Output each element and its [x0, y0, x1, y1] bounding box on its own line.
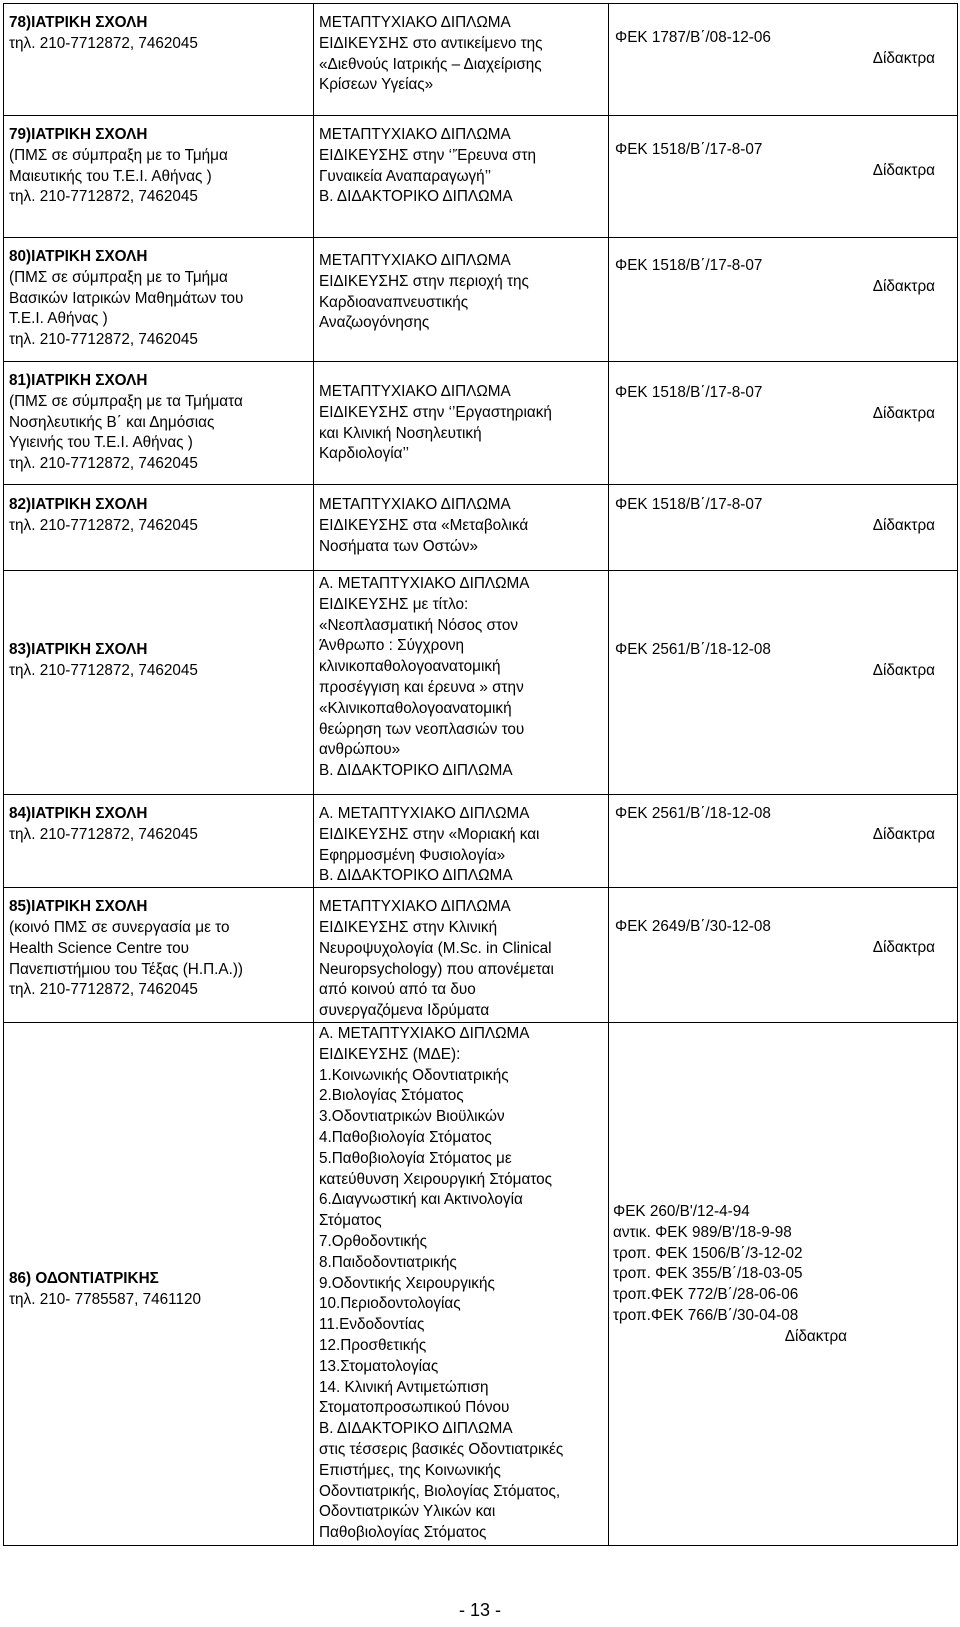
fek-cell: [609, 485, 958, 571]
fek-cell: [609, 795, 958, 888]
table-row: [4, 362, 958, 485]
program-line: 6.Διαγνωστική και Ακτινολογία: [319, 1191, 523, 1209]
page-number: - 13 -: [458, 1600, 501, 1620]
program-line: 8.Παιδοδοντιατρικής: [319, 1253, 457, 1271]
fek-cell: [609, 238, 958, 362]
fek-reference: ΦΕΚ 1518/Β΄/17-8-07: [615, 384, 763, 401]
program-line: ΜΕΤΑΠΤΥΧΙΑΚΟ ΔΙΠΛΩΜΑ: [319, 496, 511, 513]
program-line: Β. ΔΙΔΑΚΤΟΡΙΚΟ ΔΙΠΛΩΜΑ: [319, 188, 513, 206]
school-name: 85)ΙΑΤΡΙΚΗ ΣΧΟΛΗ: [9, 898, 148, 916]
school-name: 79)ΙΑΤΡΙΚΗ ΣΧΟΛΗ: [9, 126, 148, 143]
school-detail-line: Health Science Centre του: [9, 939, 189, 957]
program-line: ΕΙΔΙΚΕΥΣΗΣ στα «Μεταβολικά: [319, 516, 529, 534]
program-line: «Κλινικοπαθολογοανατομική: [319, 699, 512, 717]
fek-reference: τροπ.ΦΕΚ 772/Β΄/28-06-06: [613, 1286, 799, 1304]
school-cell: [4, 4, 314, 116]
program-line: 11.Ενδοδοντίας: [319, 1316, 425, 1334]
fek-reference: ΦΕΚ 2561/Β΄/18-12-08: [615, 805, 771, 822]
program-line: προσέγγιση και έρευνα » στην: [319, 678, 524, 696]
program-line: Α. ΜΕΤΑΠΤΥΧΙΑΚΟ ΔΙΠΛΩΜΑ: [319, 805, 530, 822]
school-name: 81)ΙΑΤΡΙΚΗ ΣΧΟΛΗ: [9, 372, 148, 389]
school-cell: [4, 571, 314, 795]
tuition-label: Δίδακτρα: [872, 516, 935, 534]
fek-reference: ΦΕΚ 1518/Β΄/17-8-07: [615, 257, 763, 274]
program-line: 3.Οδοντιατρικών Βιοϋλικών: [319, 1108, 505, 1126]
program-line: 4.Παθοβιολογία Στόματος: [319, 1128, 492, 1146]
school-detail-line: Νοσηλευτικής Β΄ και Δημόσιας: [9, 413, 215, 431]
table-row: [4, 116, 958, 238]
school-detail-line: τηλ. 210-7712872, 7462045: [9, 825, 198, 843]
school-detail-line: (ΠΜΣ σε σύμπραξη με το Τμήμα: [9, 268, 228, 286]
school-name: 82)ΙΑΤΡΙΚΗ ΣΧΟΛΗ: [9, 496, 148, 513]
school-name: 86) ΟΔΟΝΤΙΑΤΡΙΚΗΣ: [9, 1269, 159, 1287]
program-line: ΜΕΤΑΠΤΥΧΙΑΚΟ ΔΙΠΛΩΜΑ: [319, 14, 511, 31]
tuition-label: Δίδακτρα: [872, 825, 935, 843]
program-cell: [314, 238, 609, 362]
fek-reference: αντικ. ΦΕΚ 989/Β'/18-9-98: [613, 1223, 792, 1241]
program-line: Οδοντιατρικών Υλικών και: [319, 1503, 496, 1521]
fek-reference: ΦΕΚ 1518/Β΄/17-8-07: [615, 141, 763, 158]
program-line: Εφηρμοσμένη Φυσιολογία»: [319, 846, 506, 864]
school-detail-line: Υγιεινής του Τ.Ε.Ι. Αθήνας ): [9, 434, 193, 452]
program-line: Κρίσεων Υγείας»: [319, 76, 434, 94]
school-detail-line: Βασικών Ιατρικών Μαθημάτων του: [9, 289, 244, 307]
program-line: κατεύθυνση Χειρουργική Στόματος: [319, 1170, 553, 1188]
fek-cell: [609, 1022, 958, 1545]
school-detail-line: τηλ. 210-7712872, 7462045: [9, 188, 198, 206]
program-line: 9.Οδοντικής Χειρουργικής: [319, 1274, 495, 1292]
tuition-label: Δίδακτρα: [784, 1327, 847, 1345]
programs-table-body: [4, 4, 958, 1546]
table-row: [4, 238, 958, 362]
program-cell: [314, 116, 609, 238]
tuition-label: Δίδακτρα: [872, 277, 935, 295]
program-line: Neuropsychology) που απονέμεται: [319, 960, 554, 978]
table-row: [4, 485, 958, 571]
program-line: Β. ΔΙΔΑΚΤΟΡΙΚΟ ΔΙΠΛΩΜΑ: [319, 867, 513, 885]
program-cell: [314, 362, 609, 485]
school-detail-line: Μαιευτικής του Τ.Ε.Ι. Αθήνας ): [9, 167, 212, 185]
school-name: 83)ΙΑΤΡΙΚΗ ΣΧΟΛΗ: [9, 641, 148, 658]
school-name: 80)ΙΑΤΡΙΚΗ ΣΧΟΛΗ: [9, 248, 148, 265]
programs-table: [3, 3, 958, 1546]
school-name: 84)ΙΑΤΡΙΚΗ ΣΧΟΛΗ: [9, 805, 148, 822]
school-cell: [4, 362, 314, 485]
school-cell: [4, 888, 314, 1023]
program-line: ΕΙΔΙΚΕΥΣΗΣ στην «Μοριακή και: [319, 825, 540, 843]
program-line: ΕΙΔΙΚΕΥΣΗΣ στην ‘’Έρευνα στη: [319, 146, 537, 164]
fek-reference: τροπ. ΦΕΚ 355/Β΄/18-03-05: [613, 1265, 803, 1283]
program-line: Νοσήματα των Οστών»: [319, 537, 479, 555]
program-line: και Κλινική Νοσηλευτική: [319, 424, 482, 442]
program-line: στις τέσσερις βασικές Οδοντιατρικές: [319, 1440, 564, 1458]
program-cell: [314, 485, 609, 571]
school-detail-line: (κοινό ΠΜΣ σε συνεργασία με το: [9, 918, 230, 936]
table-row: [4, 571, 958, 795]
school-detail-line: Πανεπιστήμιου του Τέξας (Η.Π.Α.)): [9, 960, 244, 978]
program-cell: [314, 1022, 609, 1545]
program-line: Νευροψυχολογία (M.Sc. in Clinical: [319, 939, 552, 957]
program-line: 7.Ορθοδοντικής: [319, 1232, 428, 1250]
program-line: ΜΕΤΑΠΤΥΧΙΑΚΟ ΔΙΠΛΩΜΑ: [319, 252, 511, 269]
program-line: από κοινού από τα δυο: [319, 981, 476, 999]
program-line: ΕΙΔΙΚΕΥΣΗΣ στην περιοχή της: [319, 272, 529, 290]
tuition-label: Δίδακτρα: [872, 661, 935, 679]
program-line: 10.Περιοδοντολογίας: [319, 1295, 461, 1313]
tuition-label: Δίδακτρα: [872, 938, 935, 956]
school-detail-line: τηλ. 210-7712872, 7462045: [9, 981, 198, 999]
fek-reference: ΦΕΚ 260/Β'/12-4-94: [613, 1202, 750, 1220]
program-line: συνεργαζόμενα Ιδρύματα: [319, 1002, 490, 1020]
program-line: Στοματοπροσωπικού Πόνου: [319, 1399, 510, 1417]
program-line: Άνθρωπο : Σύγχρονη: [319, 637, 464, 655]
program-line: ΕΙΔΙΚΕΥΣΗΣ στην ‘’Εργαστηριακή: [319, 403, 552, 421]
fek-cell: [609, 4, 958, 116]
program-line: 12.Προσθετικής: [319, 1336, 427, 1354]
program-line: ΕΙΔΙΚΕΥΣΗΣ στην Κλινική: [319, 918, 498, 936]
school-detail-line: Τ.Ε.Ι. Αθήνας ): [9, 310, 108, 328]
program-line: Α. ΜΕΤΑΠΤΥΧΙΑΚΟ ΔΙΠΛΩΜΑ: [319, 1024, 530, 1042]
school-cell: [4, 238, 314, 362]
school-cell: [4, 795, 314, 888]
program-line: ανθρώπου»: [319, 741, 401, 759]
program-line: ΕΙΔΙΚΕΥΣΗΣ με τίτλο:: [319, 595, 469, 613]
program-line: ΕΙΔΙΚΕΥΣΗΣ στο αντικείμενο της: [319, 34, 543, 52]
program-line: 1.Κοινωνικής Οδοντιατρικής: [319, 1066, 509, 1084]
table-row: [4, 1022, 958, 1545]
program-line: Γυναικεία Αναπαραγωγή’’: [319, 167, 492, 185]
program-line: Στόματος: [319, 1212, 382, 1230]
school-detail-line: τηλ. 210-7712872, 7462045: [9, 455, 198, 473]
program-line: Παθοβιολογίας Στόματος: [319, 1524, 487, 1542]
program-line: 13.Στοματολογίας: [319, 1357, 439, 1375]
tuition-label: Δίδακτρα: [872, 161, 935, 179]
fek-reference: ΦΕΚ 1787/Β΄/08-12-06: [615, 29, 771, 46]
program-line: θεώρηση των νεοπλασιών του: [319, 720, 525, 738]
fek-cell: [609, 571, 958, 795]
program-line: 5.Παθοβιολογία Στόματος με: [319, 1149, 512, 1167]
program-line: Β. ΔΙΔΑΚΤΟΡΙΚΟ ΔΙΠΛΩΜΑ: [319, 762, 513, 780]
school-detail-line: τηλ. 210-7712872, 7462045: [9, 516, 198, 534]
school-cell: [4, 485, 314, 571]
school-cell: [4, 1022, 314, 1545]
fek-cell: [609, 362, 958, 485]
program-line: Επιστήμες, της Κοινωνικής: [319, 1461, 501, 1479]
program-cell: [314, 795, 609, 888]
table-row: [4, 795, 958, 888]
school-detail-line: (ΠΜΣ σε σύμπραξη με το Τμήμα: [9, 146, 228, 164]
program-cell: [314, 4, 609, 116]
tuition-label: Δίδακτρα: [872, 404, 935, 422]
program-line: ΕΙΔΙΚΕΥΣΗΣ (ΜΔΕ):: [319, 1045, 461, 1063]
school-cell: [4, 116, 314, 238]
school-detail-line: (ΠΜΣ σε σύμπραξη με τα Τμήματα: [9, 392, 243, 410]
program-line: Καρδιολογία’’: [319, 445, 410, 463]
program-line: ΜΕΤΑΠΤΥΧΙΑΚΟ ΔΙΠΛΩΜΑ: [319, 126, 511, 143]
program-line: Καρδιοαναπνευστικής: [319, 293, 469, 311]
program-line: κλινικοπαθολογοανατομική: [319, 658, 501, 676]
program-line: Αναζωογόνησης: [319, 314, 430, 332]
fek-reference: ΦΕΚ 2561/Β΄/18-12-08: [615, 641, 771, 658]
program-line: 2.Βιολογίας Στόματος: [319, 1087, 464, 1105]
fek-reference: ΦΕΚ 2649/Β΄/30-12-08: [615, 918, 771, 936]
fek-cell: [609, 888, 958, 1023]
program-line: ΜΕΤΑΠΤΥΧΙΑΚΟ ΔΙΠΛΩΜΑ: [319, 383, 511, 400]
program-cell: [314, 571, 609, 795]
school-detail-line: τηλ. 210-7712872, 7462045: [9, 331, 198, 349]
table-row: [4, 4, 958, 116]
fek-cell: [609, 116, 958, 238]
fek-reference: τροπ.ΦΕΚ 766/Β΄/30-04-08: [613, 1306, 799, 1324]
school-detail-line: τηλ. 210- 7785587, 7461120: [9, 1290, 202, 1308]
program-line: Οδοντιατρικής, Βιολογίας Στόματος,: [319, 1482, 561, 1500]
program-line: «Νεοπλασματική Νόσος στον: [319, 616, 518, 634]
fek-reference: τροπ. ΦΕΚ 1506/Β΄/3-12-02: [613, 1244, 803, 1262]
school-detail-line: τηλ. 210-7712872, 7462045: [9, 34, 198, 52]
program-line: «Διεθνούς Ιατρικής – Διαχείρισης: [319, 55, 542, 73]
table-row: [4, 888, 958, 1023]
program-line: Α. ΜΕΤΑΠΤΥΧΙΑΚΟ ΔΙΠΛΩΜΑ: [319, 575, 530, 592]
school-detail-line: τηλ. 210-7712872, 7462045: [9, 661, 198, 679]
fek-reference: ΦΕΚ 1518/Β΄/17-8-07: [615, 496, 763, 513]
school-name: 78)ΙΑΤΡΙΚΗ ΣΧΟΛΗ: [9, 14, 148, 31]
program-line: Β. ΔΙΔΑΚΤΟΡΙΚΟ ΔΙΠΛΩΜΑ: [319, 1420, 513, 1438]
program-line: ΜΕΤΑΠΤΥΧΙΑΚΟ ΔΙΠΛΩΜΑ: [319, 898, 511, 916]
program-line: 14. Κλινική Αντιμετώπιση: [319, 1378, 489, 1396]
program-cell: [314, 888, 609, 1023]
tuition-label: Δίδακτρα: [872, 49, 935, 67]
